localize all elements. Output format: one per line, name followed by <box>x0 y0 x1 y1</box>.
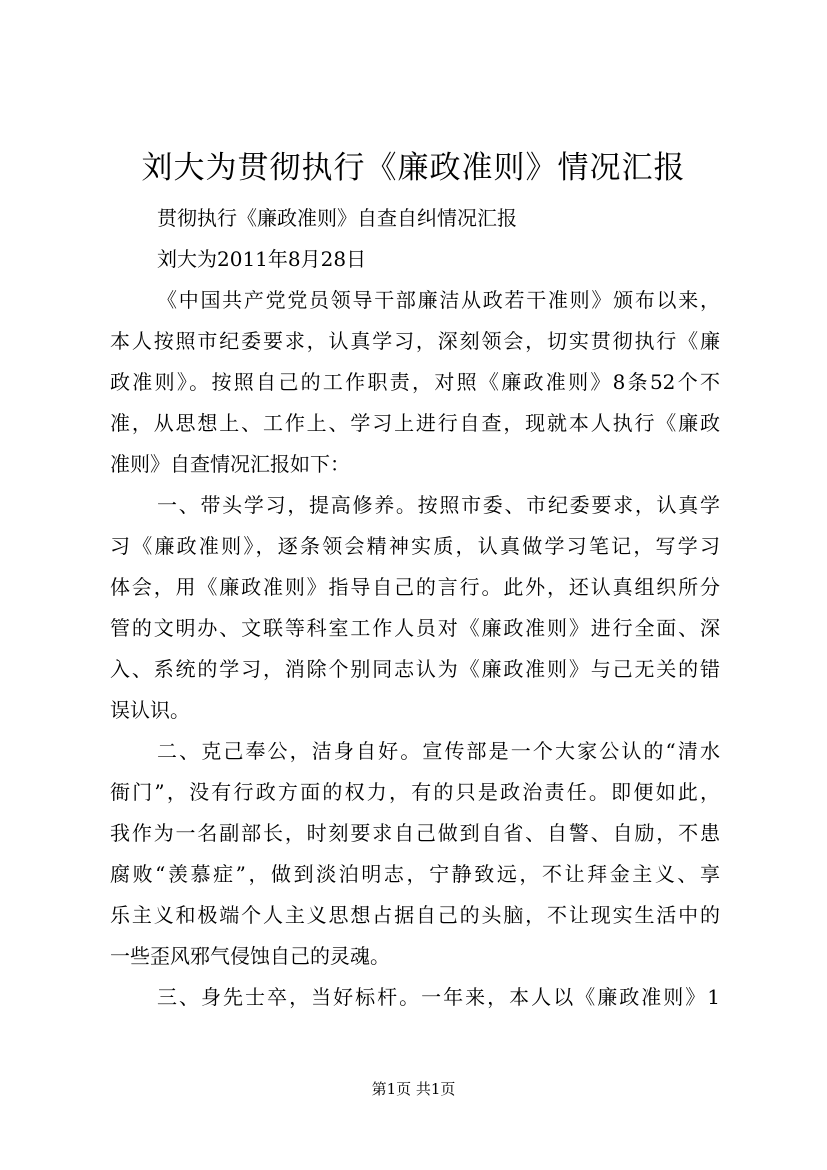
paragraph-3-line-5: 乐主义和极端个人主义思想占据自己的头脑，不让现实生活中的 <box>110 903 720 927</box>
paragraph-1-line-1: 《中国共产党党员领导干部廉洁从政若干准则》颁布以来， <box>157 288 720 312</box>
paragraph-3-line-6: 一些歪风邪气侵蚀自己的灵魂。 <box>110 944 390 968</box>
paragraph-3-line-1: 二、克己奉公，洁身自好。宣传部是一个大家公认的“清水 <box>157 739 720 763</box>
document-title: 刘大为贯彻执行《廉政准则》情况汇报 <box>141 150 686 186</box>
paragraph-2-line-4: 管的文明办、文联等科室工作人员对《廉政准则》进行全面、深 <box>110 616 720 640</box>
paragraph-1-line-4: 准，从思想上、工作上、学习上进行自查，现就本人执行《廉政 <box>110 411 720 435</box>
paragraph-1-line-3: 政准则》。按照自己的工作职责，对照《廉政准则》8条52个不 <box>110 370 720 394</box>
paragraph-3-line-3: 我作为一名副部长，时刻要求自己做到自省、自警、自励，不患 <box>110 821 720 845</box>
paragraph-1-line-5: 准则》自查情况汇报如下： <box>110 452 350 476</box>
paragraph-2-line-2: 习《廉政准则》，逐条领会精神实质，认真做学习笔记，写学习 <box>110 534 720 558</box>
document-body <box>110 198 720 1018</box>
paragraph-1-line-2: 本人按照市纪委要求，认真学习，深刻领会，切实贯彻执行《廉 <box>110 329 720 353</box>
paragraph-2-line-3: 体会，用《廉政准则》指导自己的言行。此外，还认真组织所分 <box>110 575 720 599</box>
paragraph-2-line-6: 误认识。 <box>110 698 190 722</box>
byline: 刘大为2011年8月28日 <box>157 247 367 271</box>
paragraph-3-line-4: 腐败“羡慕症”，做到淡泊明志，宁静致远，不让拜金主义、享 <box>110 862 720 886</box>
paragraph-2-line-5: 入、系统的学习，消除个别同志认为《廉政准则》与己无关的错 <box>110 657 720 681</box>
subtitle-line: 贯彻执行《廉政准则》自查自纠情况汇报 <box>157 206 517 230</box>
paragraph-3-line-2: 衙门”，没有行政方面的权力，有的只是政治责任。即便如此， <box>110 780 720 804</box>
paragraph-2-line-1: 一、带头学习，提高修养。按照市委、市纪委要求，认真学 <box>157 493 720 517</box>
paragraph-4-line-1: 三、身先士卒，当好标杆。一年来，本人以《廉政准则》1 <box>157 985 720 1009</box>
page-number-footer: 第1页 共1页 <box>371 1080 456 1098</box>
